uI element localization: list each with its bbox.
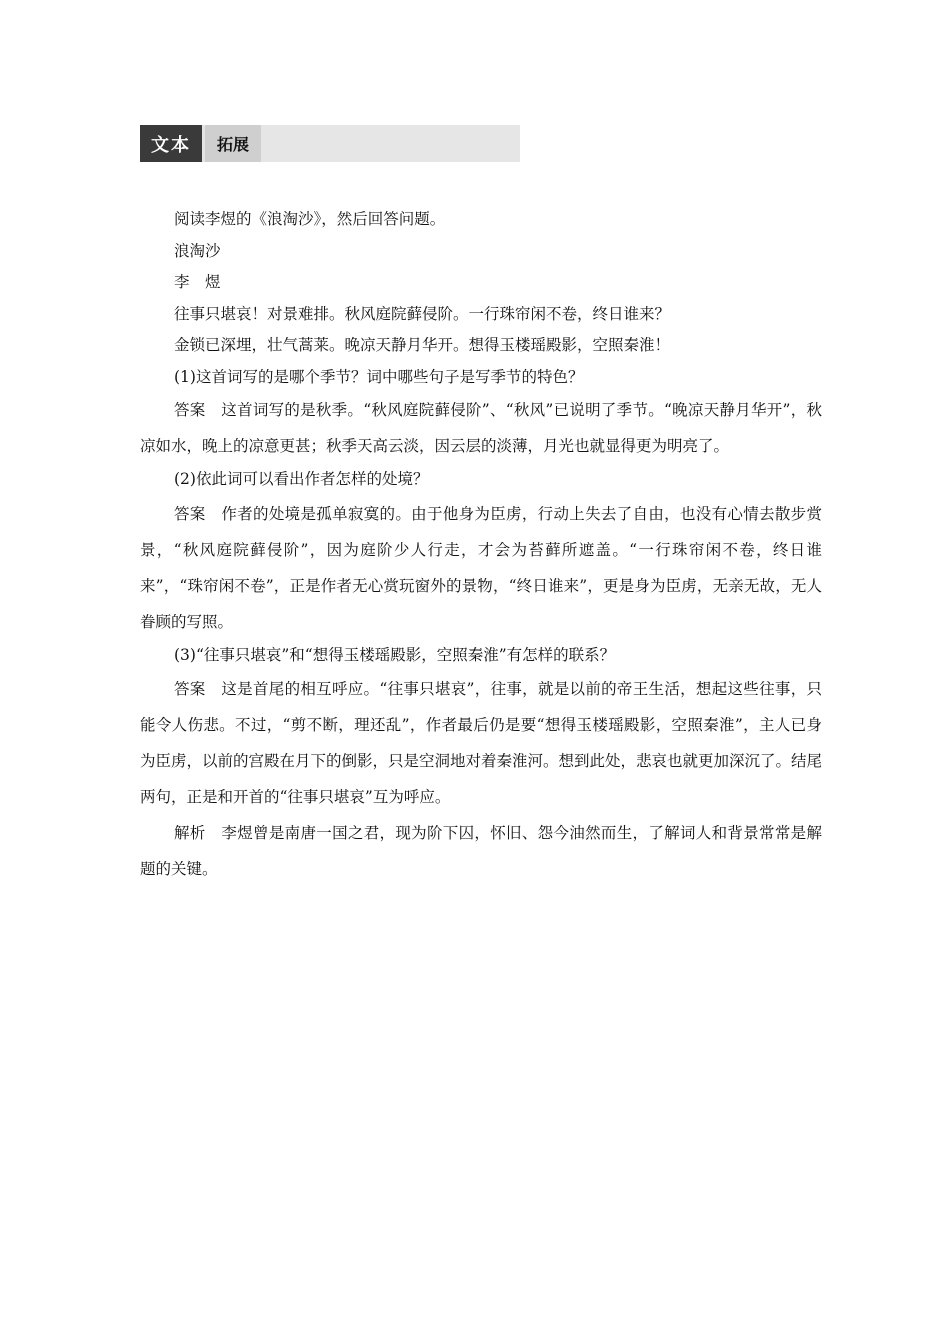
- poem-line-1: 往事只堪哀！对景难排。秋风庭院藓侵阶。一行珠帘闲不卷，终日谁来？: [174, 304, 671, 323]
- answer-1: 答案 这首词写的是秋季。“秋风庭院藓侵阶”、“秋风”已说明了季节。“晚凉天静月华开”，秋凉如水，晚上的凉意更甚；秋季天高云淡，因云层的淡薄，月光也就显得更为明亮了。: [140, 401, 822, 455]
- answer-2: 答案 作者的处境是孤单寂寞的。由于他身为臣虏，行动上失去了自由，也没有心情去散步赏景，“秋风庭院藓侵阶”，因为庭阶少人行走，才会为苔藓所遮盖。“一行珠帘闲不卷，终日谁来”，“珠帘闲不卷”，正是作者无心赏玩窗外的景物，“终日谁来”，更是身为臣虏，无亲无故，无人眷顾的写照。: [140, 504, 822, 631]
- poem-author: 李 煜: [174, 273, 221, 291]
- question-3: (3)“往事只堪哀”和“想得玉楼瑶殿影，空照秦淮”有怎样的联系？: [174, 645, 616, 664]
- section-header: [140, 125, 520, 162]
- poem-line-2: 金锁已深埋，壮气蒿莱。晚凉天静月华开。想得玉楼瑶殿影，空照秦淮！: [174, 336, 671, 354]
- section-label-primary: 文本: [140, 125, 202, 162]
- intro-paragraph: 阅读李煜的《浪淘沙》，然后回答问题。: [174, 210, 446, 228]
- poem-title: 浪淘沙: [174, 241, 221, 260]
- answer-3: 答案 这是首尾的相互呼应。“往事只堪哀”，往事，就是以前的帝王生活，想起这些往事，只能令人伤悲。不过，“剪不断，理还乱”，作者最后仍是要“想得玉楼瑶殿影，空照秦淮”，主人已身为臣虏，以前的宫殿在月下的倒影，只是空洞地对着秦淮河。想到此处，悲哀也就更加深沉了。结尾两句，正是和开首的“往事只堪哀”互为呼应。: [140, 680, 823, 806]
- document-body: [140, 204, 822, 887]
- section-label-secondary: 拓展: [205, 125, 261, 162]
- section-header-bar: [261, 125, 520, 162]
- analysis: 解析 李煜曾是南唐一国之君，现为阶下囚，怀旧、怨今油然而生，了解词人和背景常常是解题的关键。: [140, 824, 822, 878]
- question-2: (2)依此词可以看出作者怎样的处境？: [174, 470, 429, 488]
- question-1: (1)这首词写的是哪个季节？词中哪些句子是写季节的特色？: [174, 367, 584, 386]
